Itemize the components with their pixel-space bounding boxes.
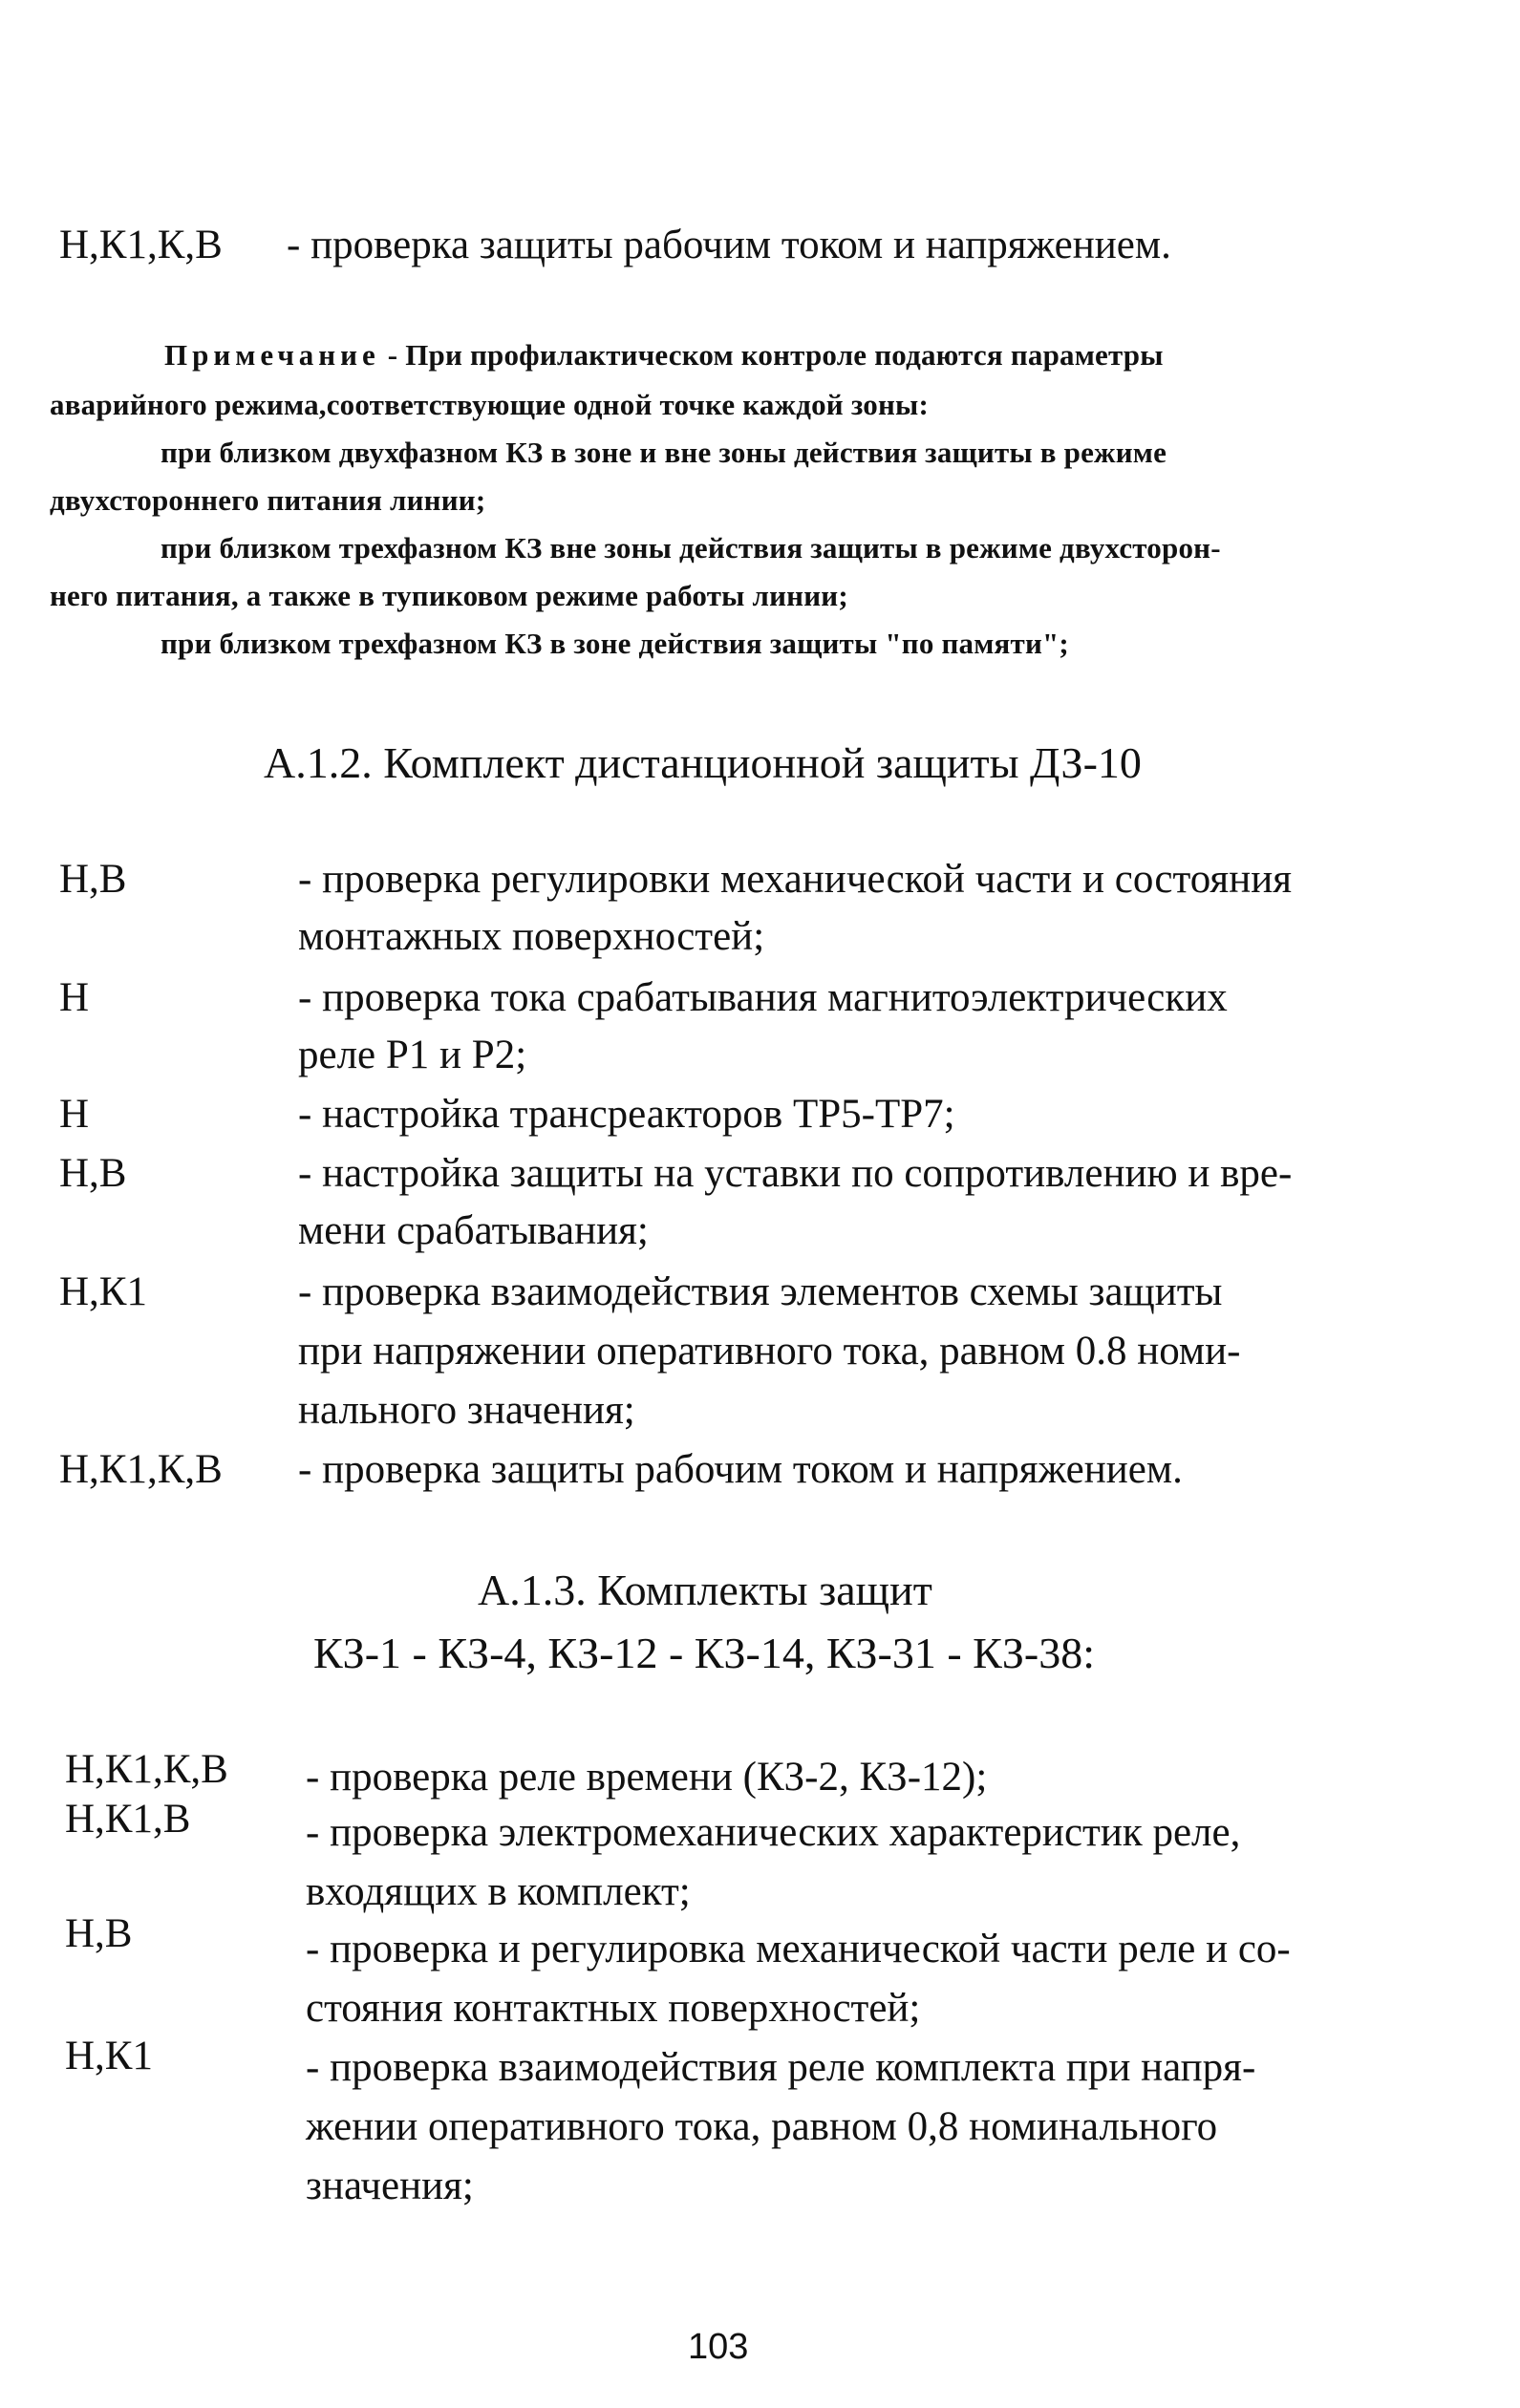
a13-item-1-code: Н,К1,В	[65, 1797, 191, 1842]
note-line-0: - При профилактическом контроле подаются параметры	[379, 338, 1164, 372]
a12-item-0-code: Н,В	[59, 857, 127, 902]
a12-item-0-line-0: - проверка регулировки механической части и состояния	[298, 857, 1292, 902]
section-a12-heading: А.1.2. Комплект дистанционной защиты ДЗ-10	[264, 738, 1142, 787]
note-label: Примечание	[164, 338, 380, 372]
a12-item-1-line-1: реле Р1 и Р2;	[298, 1033, 527, 1077]
a12-item-3-code: Н,В	[59, 1151, 127, 1196]
section-a13-heading-line2: КЗ-1 - КЗ-4, КЗ-12 - КЗ-14, КЗ-31 - КЗ-38:	[313, 1629, 1096, 1677]
a13-item-2-line-0: - проверка и регулировка механической части реле и со-	[306, 1927, 1291, 1971]
a13-item-3-code: Н,К1	[65, 2034, 153, 2078]
a12-item-3-line-1: мени срабатывания;	[298, 1208, 649, 1253]
a12-item-2-line-0: - настройка трансреакторов ТР5-ТР7;	[298, 1092, 955, 1137]
top-item-text: - проверка защиты рабочим током и напряжением.	[287, 223, 1171, 267]
a12-item-4-line-0: - проверка взаимодействия элементов схемы защиты	[298, 1269, 1223, 1314]
a12-item-4-code: Н,К1	[59, 1269, 147, 1314]
a13-item-1-line-0: - проверка электромеханических характеристик реле,	[306, 1810, 1241, 1855]
a13-item-3-line-2: значения;	[306, 2163, 474, 2208]
section-a13-heading-line1: А.1.3. Комплекты защит	[478, 1566, 932, 1614]
a13-item-2-line-1: стояния контактных поверхностей;	[306, 1986, 921, 2031]
a13-item-0-line-0: - проверка реле времени (КЗ-2, КЗ-12);	[306, 1755, 988, 1800]
a12-item-3-line-0: - настройка защиты на уставки по сопротивлению и вре-	[298, 1151, 1293, 1196]
a13-item-0-code: Н,К1,К,В	[65, 1747, 228, 1792]
a12-item-1-code: Н	[59, 975, 90, 1020]
a12-item-4-line-2: нального значения;	[298, 1388, 635, 1433]
note-line-4: при близком трехфазном КЗ вне зоны действия защиты в режиме двухсторон-	[161, 531, 1221, 565]
a13-item-2-code: Н,В	[65, 1911, 133, 1956]
a12-item-4-line-1: при напряжении оперативного тока, равном 0.8 номи-	[298, 1329, 1241, 1374]
a12-item-1-line-0: - проверка тока срабатывания магнитоэлектрических	[298, 975, 1228, 1020]
page-number: 103	[688, 2327, 749, 2367]
note-first-line	[164, 338, 1164, 373]
note-line-1: аварийного режима,соответствующие одной точке каждой зоны:	[50, 388, 929, 421]
a12-item-0-line-1: монтажных поверхностей;	[298, 914, 765, 959]
note-line-5: него питания, а также в тупиковом режиме работы линии;	[50, 579, 848, 612]
note-line-2: при близком двухфазном КЗ в зоне и вне зоны действия защиты в режиме	[161, 436, 1167, 469]
a13-item-3-line-1: жении оперативного тока, равном 0,8 номинального	[306, 2104, 1218, 2149]
a13-item-3-line-0: - проверка взаимодействия реле комплекта при напря-	[306, 2045, 1256, 2090]
a13-item-1-line-1: входящих в комплект;	[306, 1869, 691, 1914]
note-line-3: двухстороннего питания линии;	[50, 483, 486, 517]
note-line-6: при близком трехфазном КЗ в зоне действия защиты "по памяти";	[161, 627, 1069, 660]
a12-item-2-code: Н	[59, 1092, 90, 1137]
top-item-code: Н,К1,К,В	[59, 223, 223, 267]
a12-item-5-line-0: - проверка защиты рабочим током и напряжением.	[298, 1447, 1183, 1492]
a12-item-5-code: Н,К1,К,В	[59, 1447, 223, 1492]
